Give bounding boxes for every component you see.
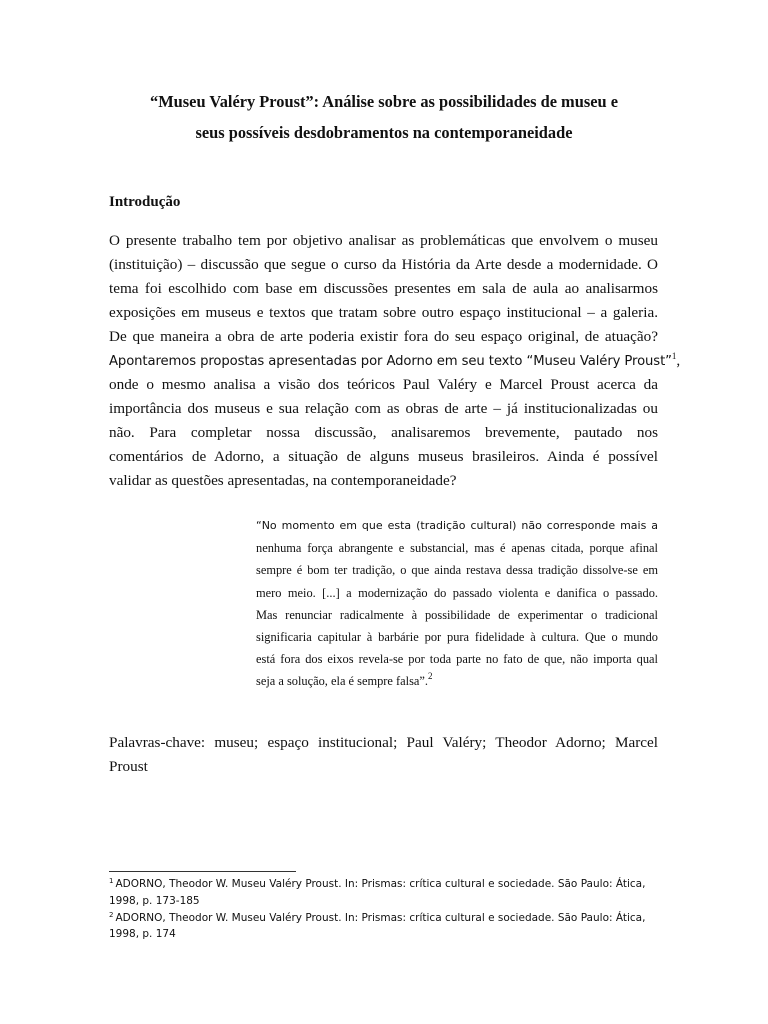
- footnote-line: [109, 912, 645, 924]
- intro-line: exposições em museus e textos que tratam sobre outro espaço institucional – a galeria.: [109, 303, 658, 321]
- quote-line: nenhuma força abrangente e substancial, mas é apenas citada, porque afinal: [256, 541, 658, 556]
- keywords-line: Proust: [109, 757, 148, 775]
- intro-line: O presente trabalho tem por objetivo analisar as problemáticas que envolvem o museu: [109, 232, 658, 249]
- keywords-line: Palavras-chave: museu; espaço institucional; Paul Valéry; Theodor Adorno; Marcel: [109, 734, 658, 751]
- quote-line: está fora dos eixos revela-se por toda parte no fato de que, não importa qual: [256, 652, 658, 667]
- document-title: [100, 86, 668, 148]
- footnote-item: [109, 910, 658, 944]
- intro-line: validar as questões apresentadas, na contemporaneidade?: [109, 472, 457, 490]
- block-quote: [256, 515, 658, 693]
- quote-line: Mas renunciar radicalmente à possibilidade de experimentar o tradicional: [256, 607, 658, 622]
- intro-line-punctuation: ,: [676, 351, 681, 369]
- quote-line: mero meio. [...] a modernização do passado violenta e danifica o passado.: [256, 585, 658, 600]
- section-heading: Introdução: [109, 194, 181, 210]
- intro-line-with-footnote: [109, 349, 681, 374]
- quote-line: significaria capitular à barbárie por pura fidelidade à cultura. Que o mundo: [256, 630, 658, 645]
- intro-line: De que maneira a obra de arte poderia existir fora do seu espaço original, de atuação?: [109, 327, 658, 345]
- title-line-1: “Museu Valéry Proust”: Análise sobre as possibilidades de museu e: [150, 92, 618, 111]
- intro-line-text: Apontaremos propostas apresentadas por Adorno em seu texto “Museu Valéry Proust”: [109, 353, 672, 369]
- footnote-number: 2: [109, 910, 114, 919]
- quote-line-with-footnote: [256, 670, 658, 692]
- footnote-number: 1: [109, 877, 114, 885]
- quote-line: “No momento em que esta (tradição cultural) não corresponde mais a: [256, 519, 658, 532]
- footnote-text: 1998, p. 174: [109, 928, 176, 941]
- quote-line: sempre é bom ter tradição, o que ainda restava dessa tradição dissolve-se em: [256, 563, 658, 578]
- intro-line: (instituição) – discussão que segue o curso da História da Arte desde a modernidade. O: [109, 255, 658, 273]
- intro-line: importância dos museus e sua relação com as obras de arte – já institucionalizadas ou: [109, 400, 658, 418]
- intro-paragraph: [109, 229, 681, 493]
- footnote-reference[interactable]: 1: [671, 350, 677, 361]
- intro-line: tema foi escolhido com base em discussões presentes em sala de aula ao analisarmos: [109, 279, 658, 297]
- footnote-text: 1998, p. 173-185: [109, 894, 200, 907]
- footnote-reference[interactable]: 2: [428, 671, 433, 682]
- footnote-line: [109, 878, 645, 890]
- footnote-separator: [109, 871, 296, 872]
- title-line-2: seus possíveis desdobramentos na contemporaneidade: [195, 123, 573, 142]
- footnote-text: ADORNO, Theodor W. Museu Valéry Proust. In: Prismas: crítica cultural e sociedade. São Paulo: Ática,: [115, 911, 646, 924]
- footnote-item: [109, 876, 658, 910]
- footnotes: [109, 876, 658, 943]
- intro-line: comentários de Adorno, a situação de alguns museus brasileiros. Ainda é possível: [109, 448, 658, 466]
- footnote-text: ADORNO, Theodor W. Museu Valéry Proust. In: Prismas: crítica cultural e sociedade. São Paulo: Ática,: [115, 878, 646, 890]
- keywords-paragraph: [109, 731, 658, 779]
- quote-line-text: seja a solução, ela é sempre falsa”.: [256, 674, 429, 689]
- intro-line: não. Para completar nossa discussão, analisaremos brevemente, pautado nos: [109, 424, 658, 442]
- intro-line: onde o mesmo analisa a visão dos teóricos Paul Valéry e Marcel Proust acerca da: [109, 376, 658, 394]
